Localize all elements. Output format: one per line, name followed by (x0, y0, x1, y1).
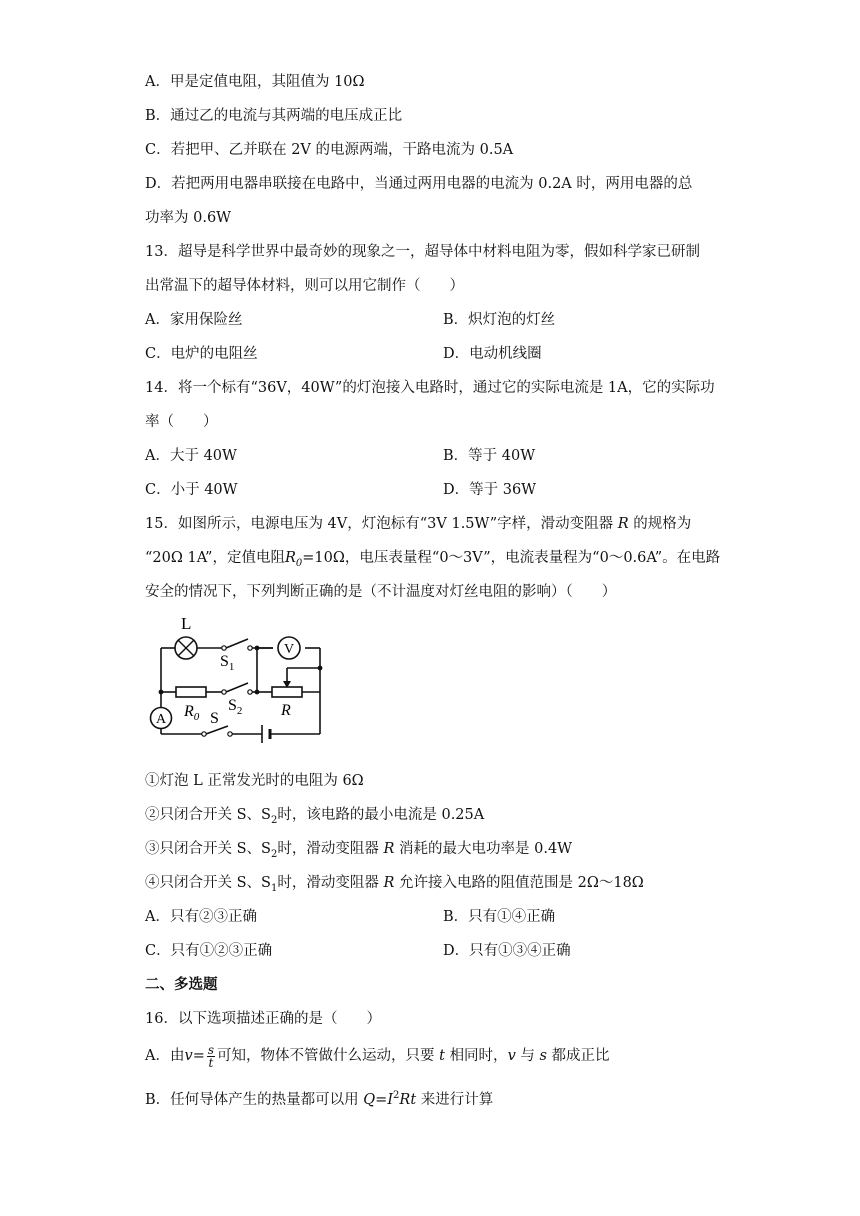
fraction-s-over-t: $\frac{s}{t}$ (207, 1042, 215, 1070)
switch-s-label: S (210, 710, 219, 727)
q15-statement-4: ④只闭合开关 S、$S_1$时，滑动变阻器 R 允许接入电路的阻值范围是 2Ω～18Ω (145, 875, 644, 894)
q16-stem: 16．以下选项描述正确的是（ ） (145, 1011, 381, 1027)
q15-statement-2: ②只闭合开关 S、$S_2$时，该电路的最小电流是 0.25A (145, 807, 485, 826)
ammeter-label: A (156, 712, 167, 727)
q14-option-a: A．大于 40W (145, 448, 237, 464)
q15-option-d: D．只有①③④正确 (443, 943, 571, 959)
q12-option-a: A．甲是定值电阻，其阻值为 10Ω (145, 74, 365, 90)
q12-option-d-line2: 功率为 0.6W (145, 210, 232, 226)
q15-statement-1: ①灯泡 L 正常发光时的电阻为 6Ω (145, 773, 364, 789)
q13-option-b: B．炽灯泡的灯丝 (443, 312, 556, 328)
q14-option-b: B．等于 40W (443, 448, 536, 464)
q12-option-c: C．若把甲、乙并联在 2V 的电源两端，干路电流为 0.5A (145, 142, 514, 158)
q13-option-a: A．家用保险丝 (145, 312, 243, 328)
q12-option-b: B．通过乙的电流与其两端的电压成正比 (145, 108, 403, 124)
q13-option-c: C．电炉的电阻丝 (145, 346, 258, 362)
q12-option-d-line1: D．若把两用电器串联接在电路中，当通过两用电器的电流为 0.2A 时，两用电器的总 (145, 176, 693, 192)
resistor-r0-label: $R_0$ (184, 703, 200, 723)
q13-stem-line2: 出常温下的超导体材料，则可以用它制作（ ） (145, 278, 464, 294)
rheostat-r-label: R (281, 702, 291, 719)
q14-option-d: D．等于 36W (443, 482, 537, 498)
q16-option-a: A．由v= $\frac{s}{t}$ 可知，物体不管做什么运动，只要 t 相同时，v 与 s 都成正比 (145, 1042, 610, 1070)
q15-stem-line1: 15．如图所示，电源电压为 4V，灯泡标有“3V 1.5W”字样，滑动变阻器 R 的规格为 (145, 516, 692, 532)
switch-s1-label: $S_1$ (220, 653, 235, 673)
q15-stem-line3: 安全的情况下，下列判断正确的是（不计温度对灯丝电阻的影响）（ ） (145, 584, 617, 600)
q14-option-c: C．小于 40W (145, 482, 238, 498)
q14-stem-line1: 14．将一个标有“36V，40W”的灯泡接入电路时，通过它的实际电流是 1A，它的实际功 (145, 380, 715, 396)
q16-option-b: B．任何导体产生的热量都可以用 $Q=I^2Rt$ 来进行计算 (145, 1090, 494, 1108)
circuit-diagram (140, 612, 340, 752)
voltmeter-label: V (284, 642, 295, 657)
section-heading-multiple-choice: 二、多选题 (145, 976, 218, 993)
q15-stem-line2: “20Ω 1A”，定值电阻$R_0=10\Omega$，电压表量程“0～3V”，电流表量程为“0～0.6A”。在电路 (145, 550, 721, 569)
q14-stem-line2: 率（ ） (145, 414, 218, 430)
q15-option-a: A．只有②③正确 (145, 909, 257, 925)
lamp-label: L (181, 614, 192, 633)
switch-s2-label: $S_2$ (228, 697, 243, 717)
q13-option-d: D．电动机线圈 (443, 346, 542, 362)
q15-option-c: C．只有①②③正确 (145, 943, 273, 959)
q15-option-b: B．只有①④正确 (443, 909, 556, 925)
q13-stem-line1: 13．超导是科学世界中最奇妙的现象之一，超导体中材料电阻为零，假如科学家已研制 (145, 244, 700, 260)
q15-statement-3: ③只闭合开关 S、$S_2$时，滑动变阻器 R 消耗的最大电功率是 0.4W (145, 841, 573, 860)
